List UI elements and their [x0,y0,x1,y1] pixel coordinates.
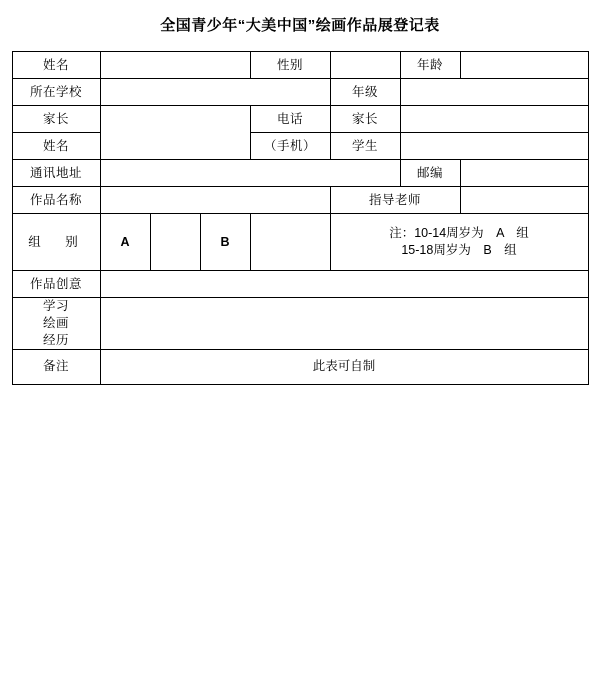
label-parent-name-line2: 姓名 [12,133,100,160]
label-gender: 性别 [250,52,330,79]
label-address: 通讯地址 [12,160,100,187]
table-row-experience [12,298,588,350]
input-zip[interactable] [460,160,588,187]
input-school[interactable] [100,79,330,106]
input-creative[interactable] [100,271,588,298]
table-row-remark [12,349,588,384]
input-teacher[interactable] [460,187,588,214]
table-row-parent-phone [12,106,588,133]
table-row-school [12,79,588,106]
label-experience-line-2: 绘画 [42,315,69,330]
input-group-b[interactable] [250,214,330,271]
table-row-creative [12,271,588,298]
label-creative: 作品创意 [12,271,100,298]
label-phone-line1: 电话 [250,106,330,133]
label-group-a: A [100,214,150,271]
input-group-a[interactable] [150,214,200,271]
input-parent-name[interactable] [100,106,250,160]
input-work-title[interactable] [100,187,330,214]
input-experience[interactable] [100,298,588,350]
input-grade[interactable] [400,79,588,106]
table-row-student-phone [12,133,588,160]
table-row-work-title [12,187,588,214]
label-experience-line-1: 学习 [42,299,69,313]
table-row-name [12,52,588,79]
table-row-address [12,160,588,187]
label-age: 年龄 [400,52,460,79]
label-phone-line2: （手机） [250,133,330,160]
label-name: 姓名 [12,52,100,79]
label-teacher: 指导老师 [330,187,460,214]
input-age[interactable] [460,52,588,79]
input-phone-student[interactable] [400,133,588,160]
label-zip: 邮编 [400,160,460,187]
input-phone-parent[interactable] [400,106,588,133]
value-remark: 此表可自制 [100,349,588,384]
label-school: 所在学校 [12,79,100,106]
group-note [330,214,588,271]
label-group: 组 别 [12,214,100,271]
label-remark: 备注 [12,349,100,384]
table-row-group [12,214,588,271]
group-note-line-1: 注：10-14周岁为 A 组 [389,226,529,241]
input-gender[interactable] [330,52,400,79]
input-address[interactable] [100,160,400,187]
input-name[interactable] [100,52,250,79]
label-phone-student: 学生 [330,133,400,160]
label-parent-name-line1: 家长 [12,106,100,133]
label-experience [12,298,100,350]
group-note-line-2: 15-18周岁为 B 组 [401,243,517,257]
registration-table [12,51,589,385]
page-title: 全国青少年“大美中国”绘画作品展登记表 [160,17,440,34]
label-grade: 年级 [330,79,400,106]
label-group-b: B [200,214,250,271]
label-phone-parent: 家长 [330,106,400,133]
label-experience-line-3: 经历 [42,332,69,347]
label-work-title: 作品名称 [12,187,100,214]
